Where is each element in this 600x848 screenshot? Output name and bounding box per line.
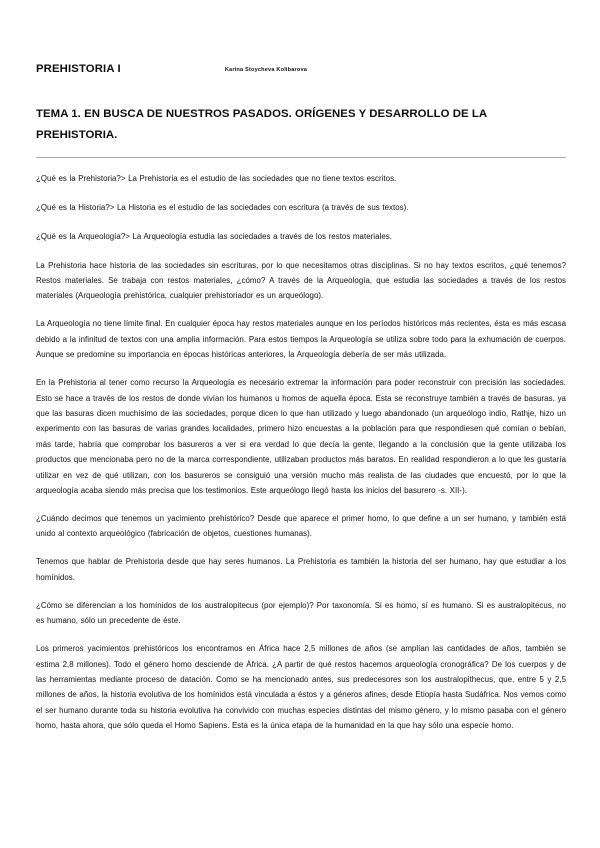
- paragraph-que-es-la-prehistoria: ¿Qué es la Prehistoria?> La Prehistoria es el estudio de las sociedades que no tiene textos escritos.: [36, 174, 397, 184]
- paragraph-prehistoria-seres-humanos: Tenemos que hablar de Prehistoria desde que hay seres humanos. La Prehistoria es también la historia del ser humano, hay que estudiar a los homínidos.: [36, 557, 566, 582]
- paragraph-diferenciar-hominidos: ¿Cómo se diferencian a los homínidos de los australopitecus (por ejemplo)? Por taxonomía. Si es homo, sí es humano. Si es australopitecus, no es humano, sólo un precedente de éste.: [36, 600, 566, 626]
- paragraph-recurso-arqueologia-rathje: En la Prehistoria al tener como recurso la Arqueología es necesario extremar la información para poder reconstruir con precisión las sociedades. Esto se hace a través de los restos de donde vivían los humanos u homos de aquella época. Esta se reconstruye también a través de basuras, ya que las basuras dicen muchísimo de las sociedades, porque dicen lo que han utilizado y luego abandonado (un arqueólogo indio, Rathje, hizo un experimento con las basuras de varias grandes localidades, primero hizo encuestas a la población para que respondiesen qué comían o bebían, más tarde, habría que comprobar los basureros a ver si era verdad lo que decía la gente, llegando a la conclusión que la gente utilizaba los productos que mencionaba pero no de la marca correspondiente, utilizaban productos más baratos. En realidad respondieron a lo que les gustaría utilizar en vez de qué utilizan, con los basureros se consiguió una versión mucho más realista de las ciudades que encuestó, por lo que la arqueología acaba siendo más precisa que los testimonios. Este arqueólogo llegó hasta los inicios del basurero -s. XII-).: [36, 378, 566, 496]
- paragraph-que-es-la-historia: ¿Qué es la Historia?> La Historia es el estudio de las sociedades con escritura (a través de sus textos).: [36, 202, 409, 212]
- document-header: [36, 63, 566, 83]
- author-name: Karina Stoycheva Kolibarova: [224, 67, 308, 73]
- paragraph-arqueologia-sin-limite: La Arqueología no tiene límite final. En cualquier época hay restos materiales aunque en los períodos históricos más recientes, ésta es más escasa debido a la infinitud de textos con una amplia información. Para estos tiempos la Arqueología se utiliza sobre todo para la exhumación de cuerpos. Aunque se predomine su importancia en épocas históricas anteriores, la Arqueología debería de ser más utilizada.: [36, 319, 566, 360]
- course-title: PREHISTORIA I: [36, 63, 121, 75]
- document-body: [36, 171, 566, 734]
- paragraph-cuando-yacimiento-prehistorico: ¿Cuándo decimos que tenemos un yacimiento prehistórico? Desde que aparece el primer homo, lo que define a un ser humano, y también está unido al contexto arqueológico (fabricación de objetos, cuestiones humanas).: [36, 514, 566, 539]
- paragraph-primeros-yacimientos-africa: Los primeros yacimientos prehistóricos los encontramos en África hace 2,5 millones de años (se amplían las cantidades de años, también se estima 2,8 millones). Todo el género homo desciende de África. ¿A partir de qué restos hacemos arqueología cronográfica? De los cuerpos y de las herramientas mediante proceso de datación. Como se ha mencionado antes, sus predecesores son los australopithecus, que, entre 5 y 2,5 millones de años, la historia evolutiva de los homínidos está vinculada a éstos y a géneros afines, desde Etiopía hasta Sudáfrica. Nos vemos como el ser humano durante toda su historia evolutiva ha convivido con muchas especies distintas del mismo género, y lo mismo pasaba con el género homo, hasta ahora, que sólo queda el Homo Sapiens. Esta es la única etapa de la humanidad en la que hay sólo una especie homo.: [36, 644, 566, 731]
- paragraph-que-es-la-arqueologia: ¿Qué es la Arqueología?> La Arqueología estudia las sociedades a través de los restos materiales.: [36, 231, 392, 241]
- header-divider: [36, 157, 566, 158]
- page-title: TEMA 1. EN BUSCA DE NUESTROS PASADOS. ORÍGENES Y DESARROLLO DE LA PREHISTORIA.: [36, 108, 487, 142]
- paragraph-prehistoria-hace-historia: La Prehistoria hace historia de las sociedades sin escrituras, por lo que necesitamos otras disciplinas. Si no hay textos escritos, ¿qué tenemos? Restos materiales. Se trabaja con restos materiales, ¿cómo? A través de la Arqueología, que estudia las sociedades a través de los restos materiales (Arqueología prehistórica, cualquier prehistoriador es un arqueólogo).: [36, 260, 566, 301]
